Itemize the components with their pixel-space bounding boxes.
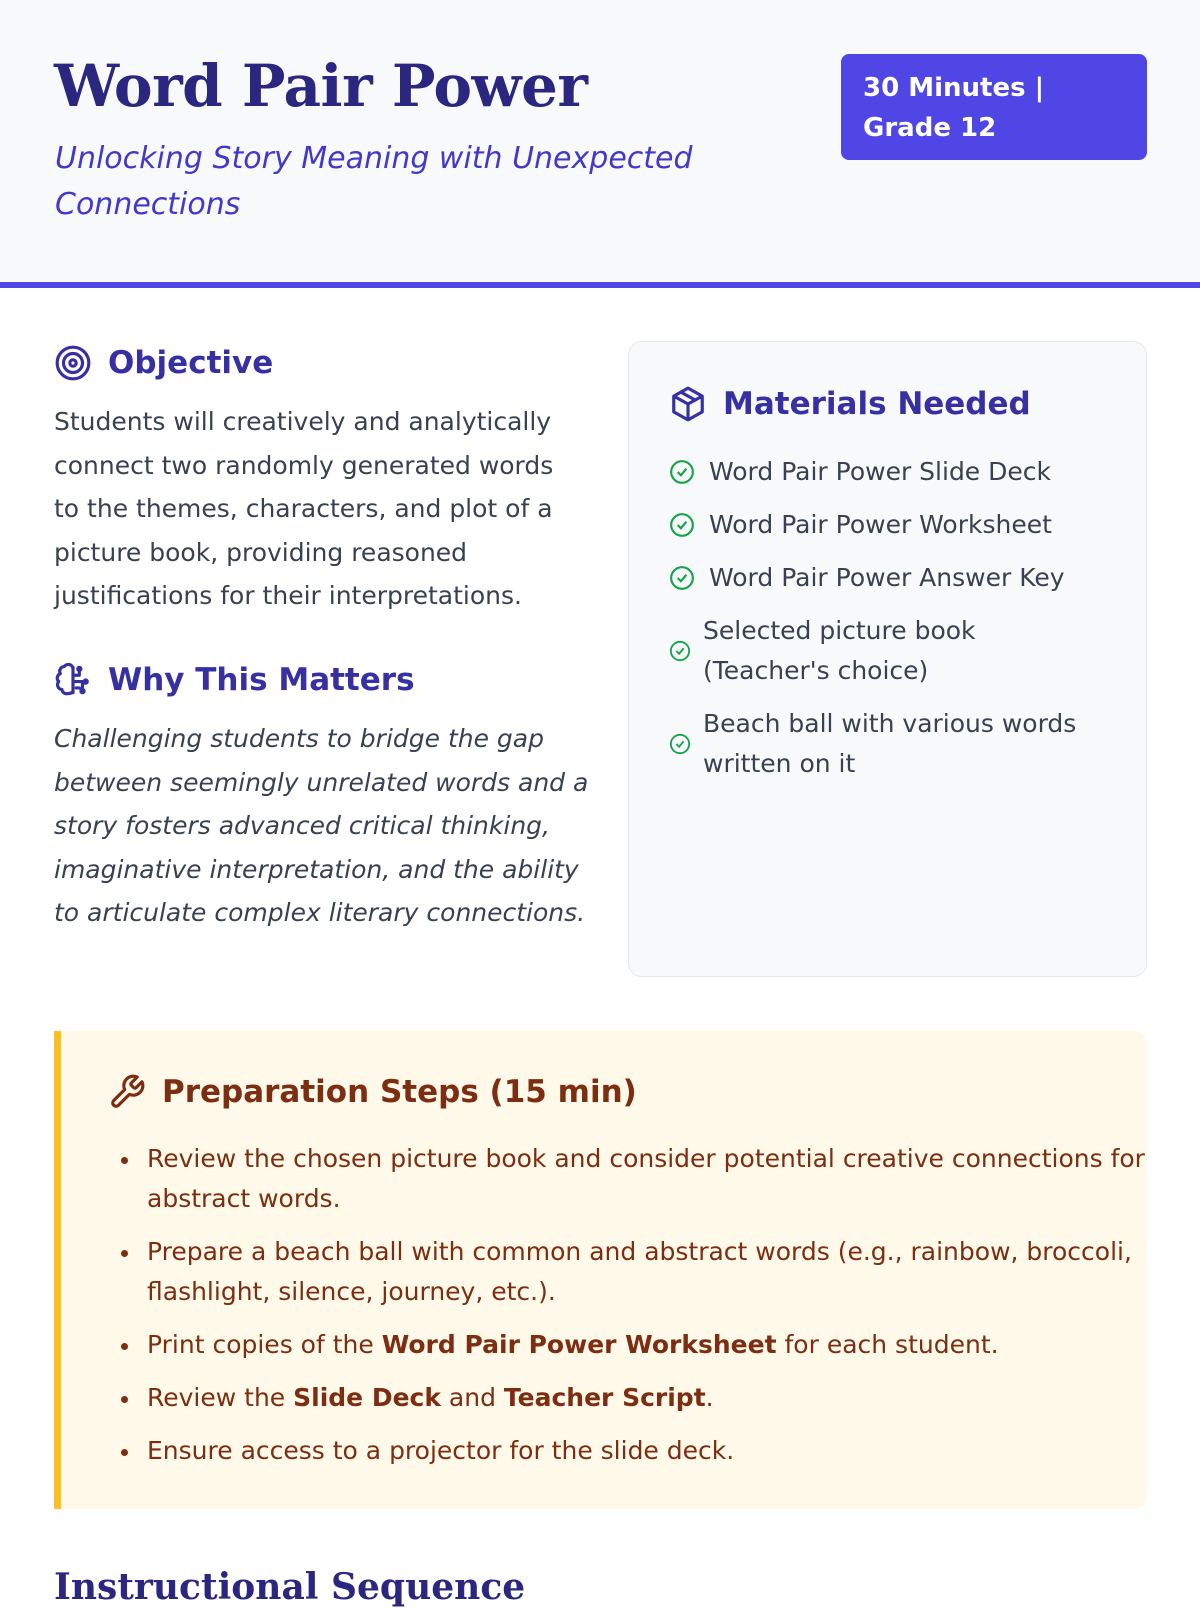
step-text: for each student. bbox=[776, 1330, 999, 1359]
step-text: Prepare a beach ball with common and abstract words (e.g., rainbow, broccoli, flashlight, silence, journey, etc.). bbox=[147, 1237, 1132, 1306]
preparation-heading bbox=[108, 1073, 637, 1111]
sequence-heading: Instructional Sequence bbox=[54, 1566, 526, 1608]
materials-card bbox=[628, 341, 1147, 977]
brain-icon bbox=[54, 661, 92, 699]
step-text: and bbox=[440, 1383, 504, 1412]
preparation-heading-label: Preparation Steps (15 min) bbox=[162, 1074, 637, 1110]
materials-list bbox=[669, 452, 1109, 797]
page-title: Word Pair Power bbox=[54, 52, 588, 120]
list-item bbox=[147, 1431, 1147, 1471]
page-subtitle: Unlocking Story Meaning with Unexpected Connections bbox=[55, 141, 693, 222]
list-item bbox=[669, 704, 1109, 784]
check-circle-icon bbox=[669, 565, 695, 591]
objective-text: Students will creatively and analytically connect two randomly generated words to the themes, characters, and plot of a picture book, providing reasoned justifications for their interpretations. bbox=[54, 407, 554, 610]
duration-grade-badge: 30 Minutes | Grade 12 bbox=[841, 54, 1147, 160]
material-label: Word Pair Power Answer Key bbox=[709, 563, 1065, 592]
step-text: Review the chosen picture book and consider potential creative connections for abstract words. bbox=[147, 1144, 1145, 1213]
emphasis-text: Slide Deck bbox=[293, 1383, 441, 1412]
objective-heading-label: Objective bbox=[108, 345, 274, 381]
objective-heading bbox=[54, 344, 273, 382]
why-heading bbox=[54, 661, 415, 699]
list-item bbox=[147, 1325, 1147, 1365]
list-item bbox=[669, 611, 1109, 691]
list-item bbox=[147, 1232, 1147, 1312]
list-item bbox=[669, 505, 1109, 545]
material-label: Beach ball with various words written on it bbox=[703, 709, 1077, 778]
list-item bbox=[669, 452, 1109, 492]
why-text: Challenging students to bridge the gap between seemingly unrelated words and a story fosters advanced critical thinking, imaginative interpretation, and the ability to articulate complex literary connections. bbox=[54, 724, 589, 927]
list-item bbox=[147, 1139, 1147, 1219]
step-text: Print copies of the bbox=[147, 1330, 382, 1359]
emphasis-text: Word Pair Power Worksheet bbox=[381, 1330, 777, 1359]
target-icon bbox=[54, 344, 92, 382]
check-circle-icon bbox=[669, 459, 695, 485]
step-text: . bbox=[705, 1383, 714, 1412]
material-label: Selected picture book (Teacher's choice) bbox=[703, 616, 976, 685]
check-circle-icon bbox=[669, 512, 695, 538]
preparation-card bbox=[54, 1031, 1147, 1509]
step-text: Ensure access to a projector for the slide deck. bbox=[147, 1436, 735, 1465]
preparation-list bbox=[147, 1139, 1147, 1484]
emphasis-text: Teacher Script bbox=[503, 1383, 706, 1412]
package-icon bbox=[669, 385, 707, 423]
materials-heading bbox=[669, 385, 1031, 423]
materials-heading-label: Materials Needed bbox=[723, 386, 1031, 422]
list-item bbox=[147, 1378, 1147, 1418]
material-label: Word Pair Power Slide Deck bbox=[709, 457, 1051, 486]
check-circle-icon bbox=[669, 640, 691, 662]
material-label: Word Pair Power Worksheet bbox=[709, 510, 1052, 539]
step-text: Review the bbox=[147, 1383, 294, 1412]
wrench-icon bbox=[108, 1073, 146, 1111]
why-heading-label: Why This Matters bbox=[108, 662, 415, 698]
check-circle-icon bbox=[669, 733, 691, 755]
lesson-header bbox=[0, 0, 1200, 288]
list-item bbox=[669, 558, 1109, 598]
